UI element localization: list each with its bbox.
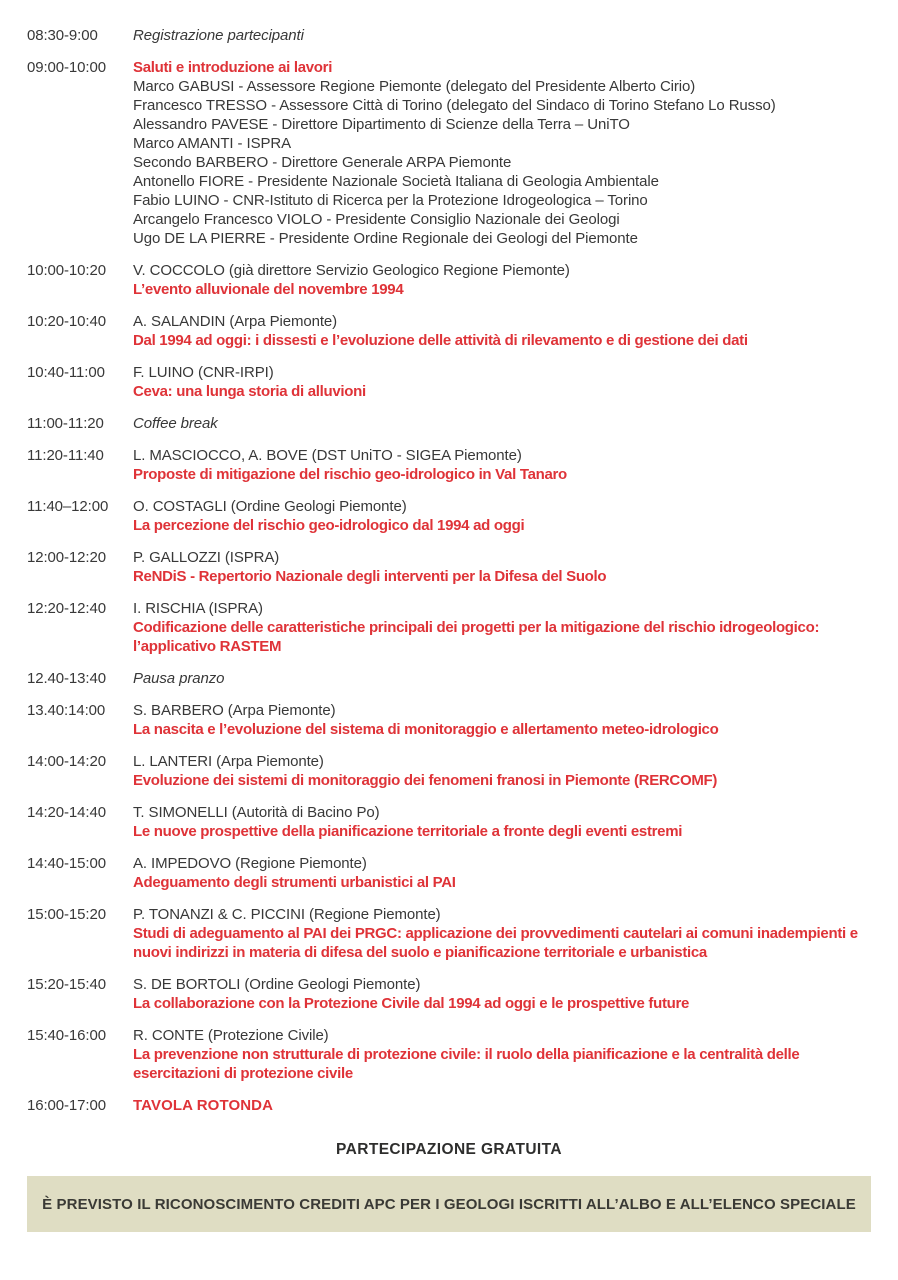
schedule-row <box>27 669 872 688</box>
schedule-row <box>27 58 872 248</box>
talk-title: Evoluzione dei sistemi di monitoraggio dei fenomeni franosi in Piemonte (RERCOMF) <box>133 772 718 789</box>
time-slot: 10:20-10:40 <box>27 313 106 330</box>
break-note: Coffee break <box>133 415 218 432</box>
schedule-row <box>27 363 872 401</box>
schedule-row <box>27 905 872 962</box>
time-slot: 10:40-11:00 <box>27 364 105 381</box>
schedule-row <box>27 26 872 45</box>
time-slot: 15:40-16:00 <box>27 1027 106 1044</box>
break-note: Registrazione partecipanti <box>133 27 304 44</box>
time-slot: 11:00-11:20 <box>27 415 104 432</box>
talk-title: ReNDiS - Repertorio Nazionale degli interventi per la Difesa del Suolo <box>133 568 607 585</box>
roundtable-title: TAVOLA ROTONDA <box>133 1097 274 1114</box>
talk-title: La prevenzione non strutturale di protezione civile: il ruolo della pianificazione e la centralità delle esercitazioni di protezione civile <box>133 1046 800 1082</box>
schedule-row <box>27 803 872 841</box>
time-slot: 08:30-9:00 <box>27 27 98 44</box>
talk-title: Proposte di mitigazione del rischio geo-idrologico in Val Tanaro <box>133 466 567 483</box>
time-slot: 14:20-14:40 <box>27 804 106 821</box>
participation-note: PARTECIPAZIONE GRATUITA <box>336 1141 562 1158</box>
participant-line: Arcangelo Francesco VIOLO - Presidente Consiglio Nazionale dei Geologi <box>133 211 620 228</box>
talk-title: Le nuove prospettive della pianificazione territoriale a fronte degli eventi estremi <box>133 823 683 840</box>
speaker-line: L. LANTERI (Arpa Piemonte) <box>133 753 324 770</box>
schedule-row <box>27 446 872 484</box>
speaker-line: S. DE BORTOLI (Ordine Geologi Piemonte) <box>133 976 421 993</box>
time-slot: 16:00-17:00 <box>27 1097 106 1114</box>
talk-title: La collaborazione con la Protezione Civile dal 1994 ad oggi e le prospettive future <box>133 995 690 1012</box>
break-note: Pausa pranzo <box>133 670 225 687</box>
schedule-row <box>27 312 872 350</box>
schedule-row <box>27 261 872 299</box>
schedule-row <box>27 497 872 535</box>
speaker-line: A. SALANDIN (Arpa Piemonte) <box>133 313 338 330</box>
participant-line: Francesco TRESSO - Assessore Città di Torino (delegato del Sindaco di Torino Stefano Lo Russo) <box>133 97 776 114</box>
participant-line: Fabio LUINO - CNR-Istituto di Ricerca per la Protezione Idrogeologica – Torino <box>133 192 648 209</box>
time-slot: 09:00-10:00 <box>27 59 106 76</box>
participant-line: Marco GABUSI - Assessore Regione Piemonte (delegato del Presidente Alberto Cirio) <box>133 78 696 95</box>
speaker-line: P. GALLOZZI (ISPRA) <box>133 549 280 566</box>
time-slot: 12:20-12:40 <box>27 600 106 617</box>
time-slot: 11:40–12:00 <box>27 498 109 515</box>
talk-title: Studi di adeguamento al PAI dei PRGC: applicazione dei provvedimenti cautelari ai comuni inadempienti e nuovi indirizzi in materia di difesa del suolo e pianificazione territoriale e urbanistica <box>133 925 858 961</box>
time-slot: 15:00-15:20 <box>27 906 106 923</box>
time-slot: 13.40:14:00 <box>27 702 106 719</box>
session-title: Saluti e introduzione ai lavori <box>133 59 333 76</box>
schedule-row <box>27 1096 872 1115</box>
talk-title: La percezione del rischio geo-idrologico dal 1994 ad oggi <box>133 517 525 534</box>
schedule-row <box>27 1026 872 1083</box>
time-slot: 11:20-11:40 <box>27 447 104 464</box>
time-slot: 10:00-10:20 <box>27 262 106 279</box>
schedule-row <box>27 548 872 586</box>
speaker-line: L. MASCIOCCO, A. BOVE (DST UniTO - SIGEA Piemonte) <box>133 447 522 464</box>
schedule-row <box>27 975 872 1013</box>
talk-title: La nascita e l’evoluzione del sistema di monitoraggio e allertamento meteo-idrologico <box>133 721 719 738</box>
schedule-row <box>27 414 872 433</box>
participant-line: Secondo BARBERO - Direttore Generale ARPA Piemonte <box>133 154 512 171</box>
participant-line: Antonello FIORE - Presidente Nazionale Società Italiana di Geologia Ambientale <box>133 173 659 190</box>
speaker-line: S. BARBERO (Arpa Piemonte) <box>133 702 336 719</box>
schedule-row <box>27 599 872 656</box>
speaker-line: R. CONTE (Protezione Civile) <box>133 1027 329 1044</box>
speaker-line: A. IMPEDOVO (Regione Piemonte) <box>133 855 367 872</box>
time-slot: 12.40-13:40 <box>27 670 106 687</box>
participant-line: Ugo DE LA PIERRE - Presidente Ordine Regionale dei Geologi del Piemonte <box>133 230 638 247</box>
talk-title: Adeguamento degli strumenti urbanistici al PAI <box>133 874 456 891</box>
speaker-line: T. SIMONELLI (Autorità di Bacino Po) <box>133 804 380 821</box>
talk-title: Dal 1994 ad oggi: i dissesti e l’evoluzione delle attività di rilevamento e di gestione dei dati <box>133 332 748 349</box>
speaker-line: I. RISCHIA (ISPRA) <box>133 600 263 617</box>
schedule-row <box>27 854 872 892</box>
time-slot: 15:20-15:40 <box>27 976 106 993</box>
schedule-row <box>27 752 872 790</box>
talk-title: Codificazione delle caratteristiche principali dei progetti per la mitigazione del rischio idrogeologico: l’applicativo RASTEM <box>133 619 820 655</box>
credits-banner: È PREVISTO IL RICONOSCIMENTO CREDITI APC PER I GEOLOGI ISCRITTI ALL’ALBO E ALL’ELENCO SPECIALE <box>27 1176 871 1232</box>
time-slot: 14:00-14:20 <box>27 753 106 770</box>
speaker-line: V. COCCOLO (già direttore Servizio Geologico Regione Piemonte) <box>133 262 570 279</box>
participant-line: Marco AMANTI - ISPRA <box>133 135 292 152</box>
participant-line: Alessandro PAVESE - Direttore Dipartimento di Scienze della Terra – UniTO <box>133 116 630 133</box>
schedule-row <box>27 701 872 739</box>
speaker-line: F. LUINO (CNR-IRPI) <box>133 364 274 381</box>
talk-title: Ceva: una lunga storia di alluvioni <box>133 383 366 400</box>
talk-title: L’evento alluvionale del novembre 1994 <box>133 281 404 298</box>
time-slot: 12:00-12:20 <box>27 549 106 566</box>
speaker-line: P. TONANZI & C. PICCINI (Regione Piemonte) <box>133 906 441 923</box>
speaker-line: O. COSTAGLI (Ordine Geologi Piemonte) <box>133 498 407 515</box>
time-slot: 14:40-15:00 <box>27 855 106 872</box>
